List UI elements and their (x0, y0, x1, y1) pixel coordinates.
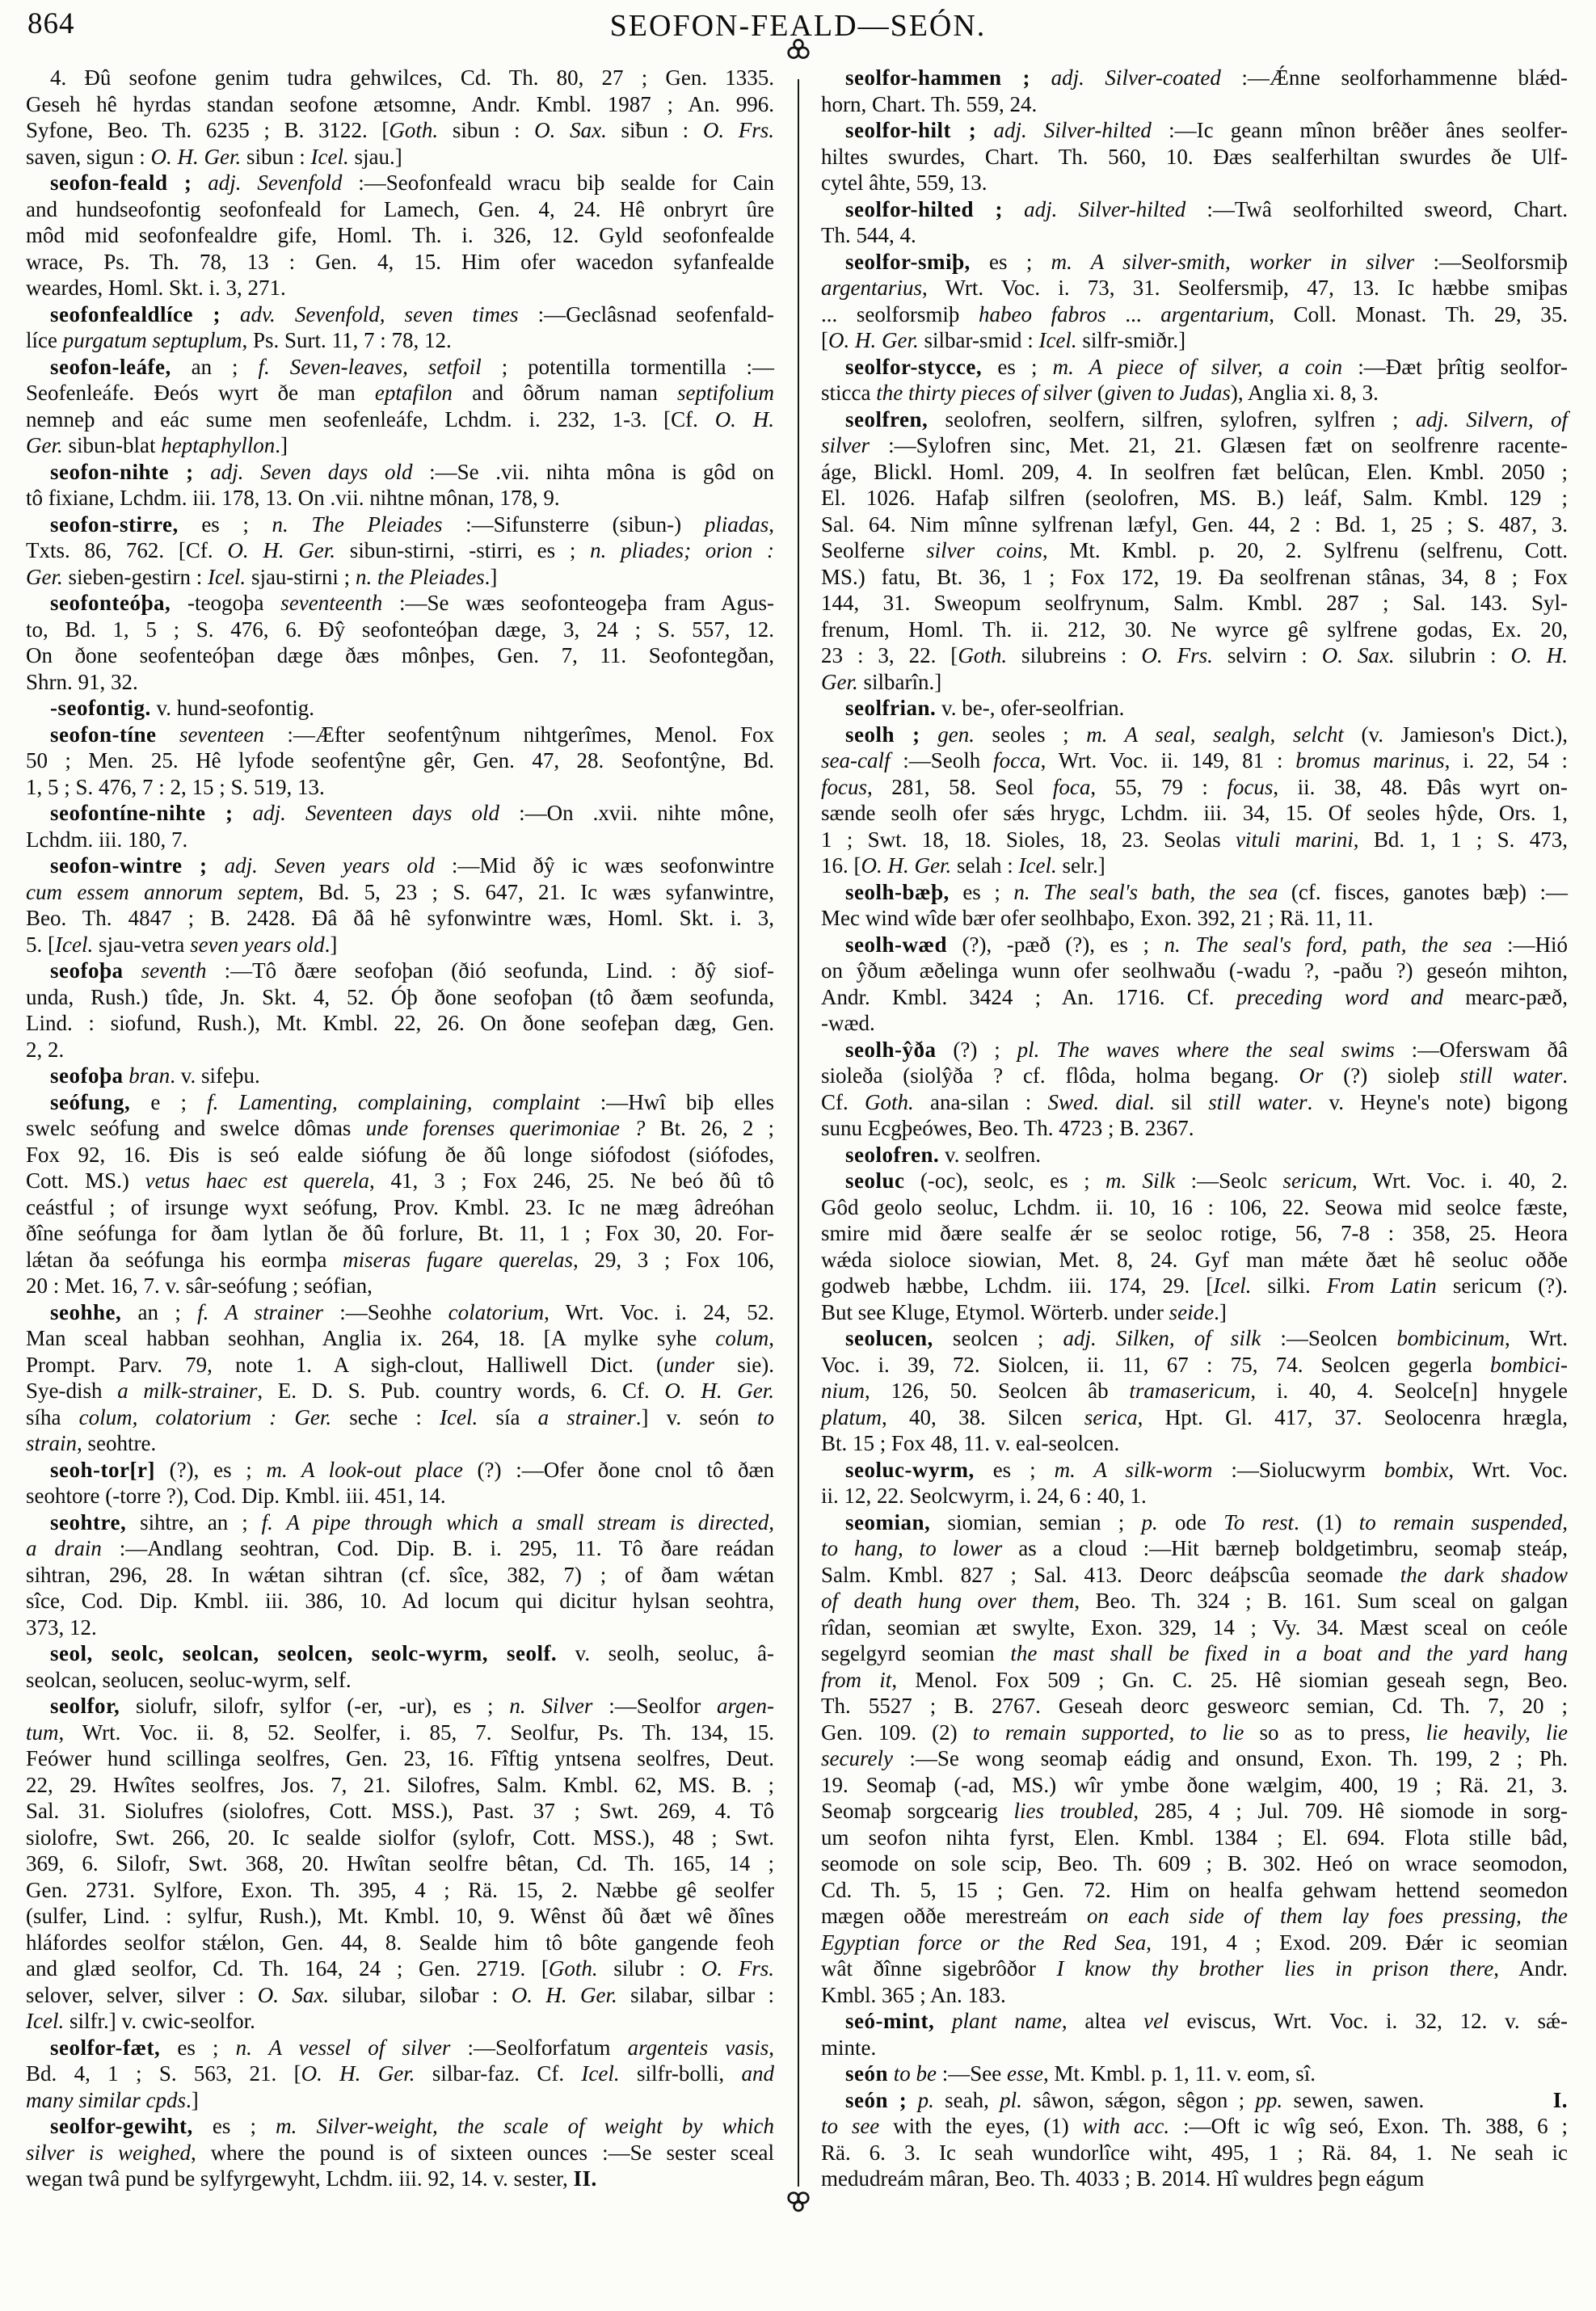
text-line: seohhe, an ; f. A strainer :—Seohhe colatorium, Wrt. Voc. i. 24, 52. (50, 1299, 774, 1324)
text-line: frenum, Homl. Th. ii. 212, 30. Ne wyrce gê sylfrene godas, Ex. 20, (821, 617, 1568, 642)
text-line: seolfor-hilt ; adj. Silver-hilted :—Ic geann mînon brêðer ânes seolfer- (845, 118, 1569, 142)
text-line: seolofren. v. seolfren. (845, 1142, 1041, 1167)
text-line: MS.) fatu, Bt. 36, 1 ; Fox 172, 19. Ða seolfrenan stânas, 34, 8 ; Fox (821, 564, 1568, 589)
text-line: 1 ; Swt. 18, 18. Sioles, 18, 23. Seolas vituli marini, Bd. 1, 1 ; S. 473, (821, 827, 1569, 852)
text-line: seolh-wæd (?), -pæð (?), es ; n. The seal's ford, path, the sea :—Hió (845, 932, 1568, 957)
text-line: Feówer hund scillinga seolfres, Gen. 23, 16. Fîftig yntsena seolfres, Deut. (26, 1746, 774, 1770)
text-line: seohtre, sihtre, an ; f. A pipe through which a small stream is directed, (50, 1509, 774, 1534)
text-line: saven, sigun : O. H. Ger. sibun : Icel. sjau.] (26, 144, 402, 169)
text-line: Prompt. Parv. 79, note 1. A sigh-clout, Halliwell Dict. (under sie). (26, 1352, 774, 1377)
text-line: seofonteóþa, -teogoþa seventeenth :—Se wæs seofonteogeþa fram Agus- (50, 591, 774, 615)
text-line: ... seolforsmiþ habeo fabros ... argentarium, Coll. Monast. Th. 29, 35. (821, 301, 1568, 326)
text-line: Salm. Kmbl. 827 ; Sal. 413. Deorc deáþscûa seomade the dark shadow (821, 1562, 1568, 1587)
text-line: seofoþa seventh :—Tô ðære seofoþan (ðió seofunda, Lind. : ðŷ siof- (50, 958, 775, 983)
text-line: Gen. 2731. Sylfore, Exon. Th. 395, 4 ; Rä. 15, 2. Næbbe gê seolfer (26, 1877, 774, 1902)
text-line: wǽda sioloce siowian, Met. 8, 24. Gyf man mǽte ðæt hê seoluc oððe (821, 1247, 1568, 1272)
text-line: siolofre, Swt. 266, 20. Ic sealde siolfor (sylofr, Cott. MSS.), 48 ; Swt. (26, 1825, 774, 1850)
page-title: SEOFON-FEALD—SEÓN. (609, 9, 987, 43)
text-line: sticca the thirty pieces of silver (given to Judas), Anglia xi. 8, 3. (821, 381, 1379, 405)
text-line: hláfordes seolfor stǽlon, Gen. 44, 8. Sealde him tô bôte gangende feoh (26, 1930, 774, 1955)
text-line: [O. H. Ger. silbar-smid : Icel. silfr-smiðr.] (821, 328, 1186, 352)
text-line: Ger. silbarîn.] (821, 669, 942, 694)
text-line: and hundseofontig seofonfeald for Lamech, Gen. 4, 24. Hê onbryrt ûre (26, 196, 774, 221)
text-line: -seofontig. v. hund-seofontig. (50, 696, 314, 720)
text-line: godweb hæbbe, Lchdm. iii. 174, 29. [Icel. silki. From Latin sericum (?). (821, 1273, 1569, 1298)
text-line: ceástful ; of irsunge wyxt seófung, Prov. Kmbl. 23. Ic ne mæg âdreóhan (26, 1194, 774, 1219)
text-line: rîdan, seomian æt swylte, Exon. 329, 14 ; Vy. 34. Mæst sceal on ceóle (821, 1614, 1568, 1640)
text-line: seomode on sole scip, Beo. Th. 609 ; B. 302. Heó on wrace seomodon, (821, 1851, 1568, 1875)
text-line: seófung, e ; f. Lamenting, complaining, complaint :—Hwî biþ elles (50, 1089, 774, 1114)
text-line: seó-mint, plant name, altea vel eviscus, Wrt. Voc. i. 32, 12. v. sǽ- (845, 2009, 1568, 2033)
text-line: 20 : Met. 16, 7. v. sâr-seófung ; seófian, (26, 1273, 373, 1298)
text-line: of death hung over them, Beo. Th. 324 ; B. 161. Sum sceal on galgan (821, 1589, 1568, 1613)
text-line: wrace, Ps. Th. 78, 13 : Gen. 4, 15. Him ofer wacedon syfanfealde (26, 249, 774, 274)
text-line: áge, Blickl. Homl. 209, 4. In seolfren fæt belûcan, Elen. Kmbl. 2050 ; (821, 459, 1568, 484)
text-line: Gôd geolo seoluc, Lchdm. ii. 10, 16 : 106, 22. Seowa mid seolce fæste, (821, 1194, 1568, 1219)
text-line: seofontíne-nihte ; adj. Seventeen days old :—On .xvii. nihte mône, (50, 801, 775, 825)
text-line: 1, 5 ; S. 476, 7 : 2, 15 ; S. 519, 13. (26, 774, 325, 799)
text-line: platum, 40, 38. Silcen serica, Hpt. Gl. 417, 37. Seolocenra hrægla, (821, 1404, 1568, 1429)
text-line: on ŷðum æðelinga wunn ofer seolhwaðu (-wadu ?, -paðu ?) geseón mihton, (821, 958, 1568, 983)
text-line: (sulfer, Lind. : sylfur, Rush.), Mt. Kmbl. 10, 9. Wênst ðû ðæt wê ðînes (26, 1904, 774, 1928)
text-line: seofon-nihte ; adj. Seven days old :—Se .vii. nihta môna is gôd on (50, 459, 774, 484)
text-line: Sye-dish a milk-strainer, E. D. S. Pub. country words, 6. Cf. O. H. Ger. (26, 1379, 775, 1403)
trefoil-ornament-bottom (786, 2188, 811, 2212)
text-line: smire mid ðære sealfe ǽr se seoloc rotige, 56, 7-8 : 358, 25. Heora (821, 1221, 1568, 1245)
text-line: tum, Wrt. Voc. ii. 8, 52. Seolfer, i. 85, 7. Seolfur, Ps. Th. 134, 15. (26, 1720, 774, 1745)
text-line: Cott. MS.) vetus haec est querela, 41, 3 ; Fox 246, 25. Ne beó ðû tô (26, 1168, 774, 1193)
text-line: seolh-ŷða (?) ; pl. The waves where the seal swims :—Oferswam ðâ (845, 1037, 1569, 1062)
text-line: Syfone, Beo. Th. 6235 ; B. 3122. [Goth. sibun : O. Sax. siƀun : O. Frs. (26, 118, 775, 142)
text-line: silver :—Sylofren sinc, Met. 21, 21. Glæsen fæt on seolfrenre racente- (821, 433, 1568, 457)
text-line: seón ; p. seah, pl. sâwon, sǽgon, sêgon ; pp. sewen, sawen. I. (845, 2087, 1569, 2112)
text-line: seolcan, seolucen, seoluc-wyrm, self. (26, 1667, 352, 1692)
text-line: Fox 92, 16. Ðis is seó ealde siófung ðe ðû longe siófodost (siófodes, (26, 1142, 774, 1167)
text-line: horn, Chart. Th. 559, 24. (821, 91, 1038, 116)
text-line: cytel âhte, 559, 13. (821, 170, 987, 195)
text-line: ii. 12, 22. Seolcwyrm, i. 24, 6 : 40, 1. (821, 1484, 1147, 1508)
text-line: swelc seófung and swelce dômas unde forenses querimoniae ? Bt. 26, 2 ; (26, 1116, 774, 1140)
text-line: seoh-tor[r] (?), es ; m. A look-out place (?) :—Ofer ðone cnol tô ðæn (50, 1457, 774, 1482)
text-line: môd mid seofonfealdre gife, Homl. Th. i. 326, 12. Gyld seofonfealde (26, 223, 774, 247)
text-line: Egyptian force or the Red Sea, 191, 4 ; Exod. 209. Ðǽr ic seomian (821, 1930, 1568, 1955)
text-line: Lchdm. iii. 180, 7. (26, 827, 188, 852)
text-line: Geseh hê hyrdas standan seofone ætsomne, Andr. Kmbl. 1987 ; An. 996. (26, 91, 774, 116)
text-line: Th. 5527 ; B. 2767. Geseah deorc gesweorc semian, Cd. Th. 7, 20 ; (821, 1694, 1568, 1718)
text-line: Beo. Th. 4847 ; B. 2428. Ðâ ðâ hê syfonwintre wæs, Homl. Skt. i. 3, (26, 906, 774, 930)
text-line: 50 ; Men. 25. Hê lyfode seofentŷne gêr, Gen. 47, 28. Seofontŷne, Bd. (26, 748, 774, 772)
text-line: Sal. 64. Nim mînne sylfrenan læfyl, Gen. 44, 2 : Bd. 1, 25 ; S. 487, 3. (821, 511, 1568, 537)
text-line: Gen. 109. (2) to remain supported, to lie so as to press, lie heavily, lie (821, 1720, 1569, 1745)
text-line: seofoþa bran. v. sifeþu. (50, 1063, 260, 1088)
text-line: seol, seolc, seolcan, seolcen, seolc-wyrm, seolf. v. seolh, seoluc, â- (50, 1641, 774, 1665)
text-line: seoluc-wyrm, es ; m. A silk-worm :—Siolucwyrm bombix, Wrt. Voc. (845, 1457, 1568, 1482)
text-line: Ger. sieben-gestirn : Icel. sjau-stirni ; n. the Pleiades.] (26, 564, 498, 589)
text-line: seofon-wintre ; adj. Seven years old :—Mid ðŷ ic wæs seofonwintre (50, 853, 775, 878)
text-line: seolfor-stycce, es ; m. A piece of silver, a coin :—Ðæt þrîtig seolfor- (845, 354, 1568, 379)
text-line: segelgyrd seomian the mast shall be fixed in a boat and the yard hang (821, 1641, 1569, 1665)
text-line: seolh ; gen. seoles ; m. A seal, sealgh, selcht (v. Jamieson's Dict.), (845, 722, 1569, 747)
text-line: Cd. Th. 5, 15 ; Gen. 72. Him on healfa gehwam hettend seomedon (821, 1877, 1568, 1902)
text-line: seofon-tíne seventeen :—Æfter seofentŷnum nihtgerîmes, Menol. Fox (50, 722, 775, 747)
text-line: to hang, to lower as a cloud :—Hit bærneþ boldgetimbru, seomaþ steáp, (821, 1536, 1568, 1560)
text-line: sea-calf :—Seolh focca, Wrt. Voc. ii. 149, 81 : bromus marinus, i. 22, 54 : (821, 748, 1568, 772)
text-line: seomian, siomian, semian ; p. ode To rest. (1) to remain suspended, (845, 1509, 1569, 1534)
text-line: seofonfealdlíce ; adv. Sevenfold, seven times :—Geclâsnad seofenfald- (50, 301, 775, 326)
text-line: ðîne seófunga for ðam lytlan ðe ðû forlure, Bt. 11, 1 ; Fox 30, 20. For- (26, 1221, 774, 1245)
column-divider (798, 79, 799, 2187)
text-line: seolfor, siolufr, silofr, sylfor (-er, -ur), es ; n. Silver :—Seolfor argen- (50, 1694, 774, 1718)
text-line: sioleða (siolŷða ? cf. flôda, holma begang. Or (?) sioleþ still water. (821, 1063, 1569, 1088)
text-line: to see with the eyes, (1) with acc. :—Oft ic wîg seó, Exon. Th. 388, 6 ; (821, 2114, 1568, 2138)
text-line: 5. [Icel. sjau-vetra seven years old.] (26, 932, 338, 957)
text-line: um seofon nihta fyrst, Elen. Kmbl. 1384 ; El. 694. Flota stille bâd, (821, 1825, 1568, 1850)
text-line: Kmbl. 365 ; An. 183. (821, 1982, 1006, 2007)
text-line: seofon-feald ; adj. Sevenfold :—Seofonfeald wracu biþ sealde for Cain (50, 170, 774, 195)
text-line: lǽtan ða seófunga his eormþa miseras fugare querelas, 29, 3 ; Fox 106, (26, 1247, 774, 1272)
text-line: 23 : 3, 22. [Goth. silubreins : O. Frs. selvirn : O. Sax. silubrin : O. H. (821, 643, 1568, 667)
text-line: Bt. 15 ; Fox 48, 11. v. eal-seolcen. (821, 1431, 1120, 1455)
text-line: Andr. Kmbl. 3424 ; An. 1716. Cf. preceding word and mearc-pæð, (821, 984, 1568, 1009)
text-line: El. 1026. Hafaþ silfren (seolofren, MS. B.) leáf, Salm. Kmbl. 129 ; (821, 486, 1568, 510)
text-line: Sal. 31. Siolufres (siolofres, Cott. MSS.), Past. 37 ; Swt. 269, 4. Tô (26, 1799, 774, 1823)
text-line: from it, Menol. Fox 509 ; Gn. C. 25. Hê siomian geseah segn, Beo. (821, 1667, 1568, 1692)
text-line: Icel. silfr.] v. cwic-seolfor. (26, 2009, 255, 2033)
left-column (26, 65, 774, 2192)
text-line: 369, 6. Silofr, Swt. 368, 20. Hwîtan seolfre bêtan, Cd. Th. 165, 14 ; (26, 1851, 774, 1875)
text-line: many similar cpds.] (26, 2087, 199, 2112)
text-line: medudreám mâran, Beo. Th. 4033 ; B. 2014. Hî wuldres þegn eágum (821, 2166, 1425, 2191)
trefoil-ornament-top (786, 39, 811, 63)
text-line: 4. Ðû seofone genim tudra gehwilces, Cd. Th. 80, 27 ; Gen. 1335. (50, 65, 774, 90)
text-line: minte. (821, 2035, 877, 2060)
text-line: seofon-leáfe, an ; f. Seven-leaves, setfoil ; potentilla tormentilla :— (50, 354, 774, 379)
text-line: Rä. 6. 3. Ic seah wundorlîce wiht, 495, 1 ; Rä. 84, 1. Ne seah ic (821, 2140, 1568, 2165)
text-line: Lind. : siofund, Rush.), Mt. Kmbl. 22, 26. On ðone seofeþan dæg, Gen. (26, 1011, 774, 1035)
text-line: Bd. 4, 1 ; S. 563, 21. [O. H. Ger. silbar-faz. Cf. Icel. silfr-bolli, and (26, 2061, 774, 2086)
text-line: sænde seolh ofer sǽs hrygc, Lchdm. iii. 34, 15. Of seoles hŷde, Ors. 1, (821, 801, 1568, 825)
text-line: silver is weighed, where the pound is of sixteen ounces :—Se sester sceal (26, 2140, 774, 2165)
text-line: 144, 31. Sweopum seolfrynum, Salm. Kmbl. 287 ; Sal. 143. Syl- (821, 591, 1568, 615)
text-line: Man sceal habban seohhan, Anglia ix. 264, 18. [A mylke syhe colum, (26, 1326, 774, 1350)
text-line: Seomaþ sorgcearig lies troubled, 285, 4 ; Jul. 709. Hê siomode in sorg- (821, 1799, 1568, 1823)
text-line: -wæd. (821, 1011, 875, 1035)
text-line: 19. Seomaþ (-ad, MS.) wîr ymbe ðone wælgim, 400, 19 ; Rä. 21, 3. (821, 1772, 1568, 1797)
text-line: nemneþ and eác sume men seofenleáfe, Lchdm. i. 232, 1-3. [Cf. O. H. (26, 406, 774, 431)
text-line: seolfor-gewiht, es ; m. Silver-weight, the scale of weight by which (50, 2114, 774, 2138)
text-line: cum essem annorum septem, Bd. 5, 23 ; S. 647, 21. Ic wæs syfanwintre, (26, 879, 774, 904)
text-line: Seolferne silver coins, Mt. Kmbl. p. 20, 2. Sylfrenu (selfrenu, Cott. (821, 538, 1568, 562)
text-line: seolfor-fæt, es ; n. A vessel of silver :—Seolforfatum argenteis vasis, (50, 2035, 774, 2060)
text-line: Th. 544, 4. (821, 223, 916, 247)
text-line: seohtore (-torre ?), Cod. Dip. Kmbl. iii. 451, 14. (26, 1484, 446, 1508)
text-line: seolh-bæþ, es ; n. The seal's bath, the sea (cf. fisces, ganotes bæþ) :— (845, 879, 1568, 904)
text-line: seón to be :—See esse, Mt. Kmbl. p. 1, 11. v. eom, sî. (845, 2061, 1316, 2086)
text-line: seolucen, seolcen ; adj. Silken, of silk :—Seolcen bombicinum, Wrt. (845, 1326, 1568, 1350)
text-line: nium, 126, 50. Seolcen âb tramasericum, i. 40, 4. Seolce[n] hnygele (821, 1379, 1568, 1403)
text-line: seolfor-smiþ, es ; m. A silver-smith, worker in silver :—Seolforsmiþ (845, 249, 1568, 274)
text-line: Voc. i. 39, 72. Siolcen, ii. 11, 67 : 75, 74. Seolcen gegerla bombici- (821, 1352, 1568, 1377)
text-line: seolfor-hammen ; adj. Silver-coated :—Ǽnne seolforhammenne blǽd- (845, 65, 1568, 90)
text-line: But see Kluge, Etymol. Wörterb. under seide.] (821, 1299, 1227, 1324)
text-line: a drain :—Andlang seohtran, Cod. Dip. B. i. 295, 11. Tô ðare reádan (26, 1536, 774, 1560)
text-line: 2, 2. (26, 1037, 65, 1062)
text-line: and glæd seolfor, Cd. Th. 164, 24 ; Gen. 2719. [Goth. silubr : O. Frs. (26, 1956, 774, 1981)
right-column (821, 65, 1568, 2192)
text-line: strain, seohtre. (26, 1431, 157, 1455)
text-line: Txts. 86, 762. [Cf. O. H. Ger. sibun-stirni, -stirri, es ; n. pliades; orion : (26, 538, 774, 562)
text-line: Shrn. 91, 32. (26, 669, 138, 694)
page-number: 864 (27, 7, 75, 40)
text-line: to, Bd. 1, 5 ; S. 476, 6. Ðŷ seofonteóþan dæge, 3, 24 ; S. 557, 12. (26, 617, 774, 642)
text-line: sîce, Cod. Dip. Kmbl. iii. 386, 10. Ad locum qui dicitur hylsan seohtra, (26, 1589, 774, 1613)
text-line: unda, Rush.) tîde, Jn. Skt. 4, 52. Óþ ðone seofoþan (tô ðæm seofunda, (26, 984, 774, 1009)
text-line: seolfren, seolofren, seolfern, silfren, sylofren, sylfren ; adj. Silvern, of (845, 406, 1568, 431)
text-line: Seofenleáfe. Ðeós wyrt ðe man eptafilon and ôðrum naman septifolium (26, 381, 774, 405)
text-line: mægen oððe merestreám on each side of them lay foes pressing, the (821, 1904, 1568, 1928)
text-line: 16. [O. H. Ger. selah : Icel. selr.] (821, 853, 1105, 878)
text-line: Mec wind wîde bær ofer seolhbaþo, Exon. 392, 21 ; Rä. 11, 11. (821, 906, 1374, 930)
text-line: seoluc (-oc), seolc, es ; m. Silk :—Seolc sericum, Wrt. Voc. i. 40, 2. (845, 1168, 1568, 1193)
text-line: sunu Ecgþeówes, Beo. Th. 4723 ; B. 2367. (821, 1116, 1194, 1140)
text-line: 22, 29. Hwîtes seolfres, Jos. 7, 21. Silofres, Salm. Kmbl. 62, MS. B. ; (26, 1772, 774, 1797)
text-line: argentarius, Wrt. Voc. i. 73, 31. Seolfersmiþ, 47, 13. Ic hæbbe smiþas (821, 276, 1568, 300)
text-line: síha colum, colatorium : Ger. seche : Icel. sía a strainer.] v. seón to (26, 1404, 774, 1429)
text-line: focus, 281, 58. Seol foca, 55, 79 : focus, ii. 38, 48. Ðâs wyrt on- (821, 774, 1568, 799)
text-line: wegan twâ pund be sylfyrgewyht, Lchdm. iii. 92, 14. v. sester, II. (26, 2166, 597, 2191)
text-line: líce purgatum septuplum, Ps. Surt. 11, 7 : 78, 12. (26, 328, 452, 352)
text-line: securely :—Se wong seomaþ eádig and onsund, Exon. Th. 199, 2 ; Ph. (821, 1746, 1568, 1770)
text-line: 373, 12. (26, 1614, 97, 1640)
text-line: Cf. Goth. ana-silan : Swed. dial. sil still water. v. Heyne's note) bigong (821, 1089, 1568, 1114)
text-line: wât ðînne sigebrôðor I know thy brother lies in prison there, Andr. (821, 1956, 1568, 1981)
text-line: seofon-stirre, es ; n. The Pleiades :—Sifunsterre (sibun-) pliadas, (50, 511, 774, 537)
text-line: seolfrian. v. be-, ofer-seolfrian. (845, 696, 1125, 720)
text-line: On ðone seofenteóþan dæge ðæs mônþes, Gen. 7, 11. Seofontegðan, (26, 643, 774, 667)
text-line: hiltes swurdes, Chart. Th. 560, 10. Ðæs sealferhiltan swurdes ðe Ulf- (821, 144, 1568, 169)
text-line: seolfor-hilted ; adj. Silver-hilted :—Twâ seolforhilted sweord, Chart. (845, 196, 1568, 221)
text-line: sihtran, 296, 28. In wǽtan sihtran (cf. sîce, 382, 7) ; of ðam wǽtan (26, 1562, 774, 1587)
text-line: weardes, Homl. Skt. i. 3, 271. (26, 276, 286, 300)
text-line: Ger. sibun-blat heptaphyllon.] (26, 433, 288, 457)
text-line: selover, selver, silver : O. Sax. silubar, siloƀar : O. H. Ger. silabar, silbar : (26, 1982, 775, 2007)
text-line: tô fixiane, Lchdm. iii. 178, 13. On .vii. nihtne mônan, 178, 9. (26, 486, 560, 510)
